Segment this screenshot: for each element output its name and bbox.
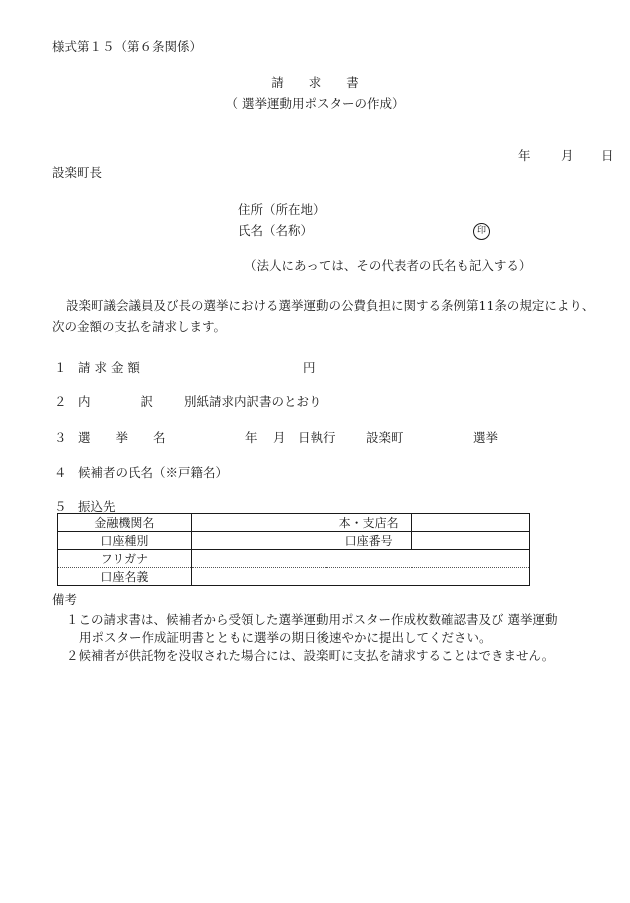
item3-election: 選挙 [473,430,499,445]
bank-name-label: 金融機関名 [58,514,192,532]
item2-value: 別紙請求内訳書のとおり [184,394,322,409]
branch-cell[interactable] [412,514,530,532]
item1-unit: 円 [303,360,316,375]
bank-name-cell[interactable] [191,514,326,532]
seal-icon: 印 [473,223,490,240]
table-row [58,532,530,550]
bank-transfer-table [57,513,530,586]
address-label: 住所（所在地） [238,202,326,217]
item3-number: ３ [54,430,67,445]
item1-label: 請 求 金 額 [78,360,140,375]
table-row [58,550,530,568]
item5-number: ５ [54,499,67,514]
item5-label: 振込先 [78,499,116,514]
seal-mark [473,221,490,240]
name-label: 氏名（名称） [238,223,314,238]
item2-label: 内 訳 [78,394,154,409]
date-year: 年 [518,148,531,163]
body-text-line1: 設楽町議会議員及び長の選挙における選挙運動の公費負担に関する条例第11条の規定により、 [66,298,595,313]
item1-number: １ [54,360,67,375]
item3-year: 年 [245,430,258,445]
account-holder-label: 口座名義 [58,568,192,586]
body-text-line2: 次の金額の支払を請求します。 [52,319,227,334]
item3-day: 日執行 [298,430,336,445]
furigana-cell[interactable] [191,550,529,568]
account-number-cell[interactable] [412,532,530,550]
account-type-cell[interactable] [191,532,326,550]
form-id: 様式第１５（第６条関係） [52,39,203,54]
account-type-label: 口座種別 [58,532,192,550]
remark-1-line1: １この請求書は、候補者から受領した選挙運動用ポスター作成枚数確認書及び 選挙運動 [66,612,558,627]
item3-town: 設楽町 [366,430,404,445]
document-title: 請 求 書 [271,75,359,90]
item2-number: ２ [54,394,67,409]
account-holder-cell[interactable] [191,568,529,586]
remark-1-line2: 用ポスター作成証明書とともに選挙の期日後速やかに提出してください。 [79,630,492,645]
item3-label: 選 挙 名 [78,430,166,445]
remarks-heading: 備考 [52,592,78,607]
table-row [58,568,530,586]
remark-2: ２候補者が供託物を没収された場合には、設楽町に支払を請求することはできません。 [66,648,555,663]
addressee: 設楽町長 [52,165,103,180]
furigana-label: フリガナ [58,550,192,568]
date-month: 月 [561,148,574,163]
item4-number: ４ [54,465,67,480]
item4-label: 候補者の氏名（※戸籍名） [78,465,229,480]
branch-label: 本・支店名 [326,514,412,532]
date-day: 日 [601,148,614,163]
document-subtitle: （ 選挙運動用ポスターの作成） [225,96,405,111]
account-number-label: 口座番号 [326,532,412,550]
table-row [58,514,530,532]
corporate-note: （法人にあっては、その代表者の氏名も記入する） [244,258,532,273]
item3-month: 月 [273,430,286,445]
